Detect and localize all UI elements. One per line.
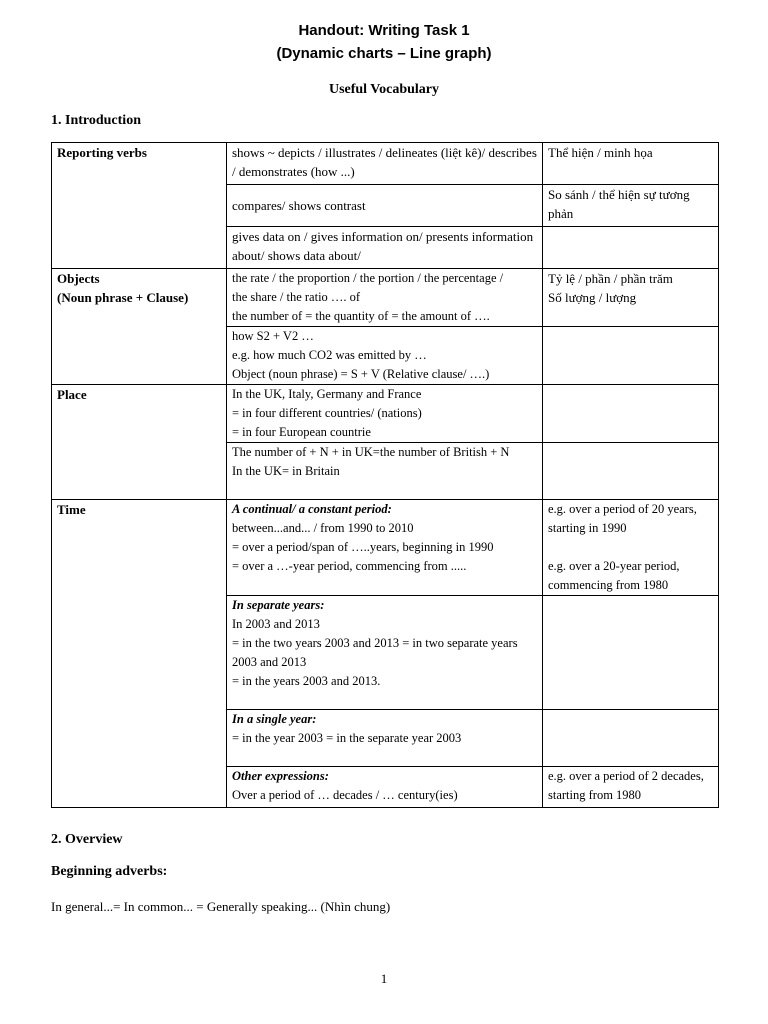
category-label: Place [57, 387, 87, 402]
subsection-label: Other expressions: [232, 769, 329, 783]
subsection-label: In separate years: [232, 598, 325, 612]
vocab-cell: how S2 + V2 … e.g. how much CO2 was emitted by … Object (noun phrase) = S + V (Relative clause/ ….) [227, 327, 543, 385]
translation-cell: Thể hiện / minh họa [543, 143, 719, 185]
category-cell-place [52, 385, 227, 500]
table-row [52, 385, 719, 443]
overview-text: In general...= In common... = Generally speaking... (Nhìn chung) [51, 899, 391, 914]
category-cell-time [52, 500, 227, 808]
vocab-cell: In separate years: In 2003 and 2013 = in the two years 2003 and 2013 = in two separate years 2003 and 2013 = in the years 2003 and 2013. [227, 596, 543, 710]
section-heading-introduction: 1. Introduction [51, 113, 141, 128]
translation-cell [543, 385, 719, 443]
vocab-cell: gives data on / gives information on/ presents information about/ shows data about/ [227, 227, 543, 269]
translation-cell [543, 327, 719, 385]
example-cell: e.g. over a period of 20 years, starting in 1990 e.g. over a 20-year period, commencing from 1980 [543, 500, 719, 596]
document-subtitle: (Dynamic charts – Line graph) [276, 45, 492, 62]
vocab-cell: The number of + N + in UK=the number of British + N In the UK= in Britain [227, 443, 543, 500]
example-cell [543, 596, 719, 710]
page-number: 1 [380, 971, 388, 986]
table-row [52, 143, 719, 185]
vocabulary-heading: Useful Vocabulary [328, 82, 440, 97]
example-cell [543, 710, 719, 767]
category-cell-reporting-verbs [52, 143, 227, 269]
vocab-cell: Other expressions: Over a period of … decades / … century(ies) [227, 767, 543, 808]
vocab-cell: In a single year: = in the year 2003 = in the separate year 2003 [227, 710, 543, 767]
table-row [52, 269, 719, 327]
translation-cell [543, 443, 719, 500]
category-label: Reporting verbs [57, 145, 147, 160]
subheading-beginning-adverbs: Beginning adverbs: [51, 864, 168, 879]
translation-cell: So sánh / thể hiện sự tương phản [543, 185, 719, 227]
vocab-cell: A continual/ a constant period: between...and... / from 1990 to 2010 = over a period/span of …..years, beginning in 1990 = over a …-year period, commencing from ..... [227, 500, 543, 596]
translation-cell [543, 227, 719, 269]
example-cell: e.g. over a period of 2 decades, starting from 1980 [543, 767, 719, 808]
table-row [52, 500, 719, 596]
vocab-cell: compares/ shows contrast [227, 185, 543, 227]
translation-cell: Tỷ lệ / phần / phần trăm Số lượng / lượng [543, 269, 719, 327]
subsection-label: A continual/ a constant period: [232, 502, 392, 516]
introduction-vocabulary-table [51, 142, 719, 808]
vocab-cell: shows ~ depicts / illustrates / delineates (liệt kê)/ describes / demonstrates (how ...) [227, 143, 543, 185]
vocab-cell: In the UK, Italy, Germany and France = in four different countries/ (nations) = in four European countrie [227, 385, 543, 443]
section-heading-overview: 2. Overview [51, 832, 123, 847]
document-title: Handout: Writing Task 1 [298, 22, 470, 39]
category-cell-objects [52, 269, 227, 385]
category-label: Objects [57, 271, 100, 286]
vocab-cell: the rate / the proportion / the portion / the percentage / the share / the ratio …. of the number of = the quantity of = the amount of …. [227, 269, 543, 327]
category-label-note: (Noun phrase + Clause) [57, 290, 189, 305]
subsection-label: In a single year: [232, 712, 317, 726]
category-label: Time [57, 502, 86, 517]
